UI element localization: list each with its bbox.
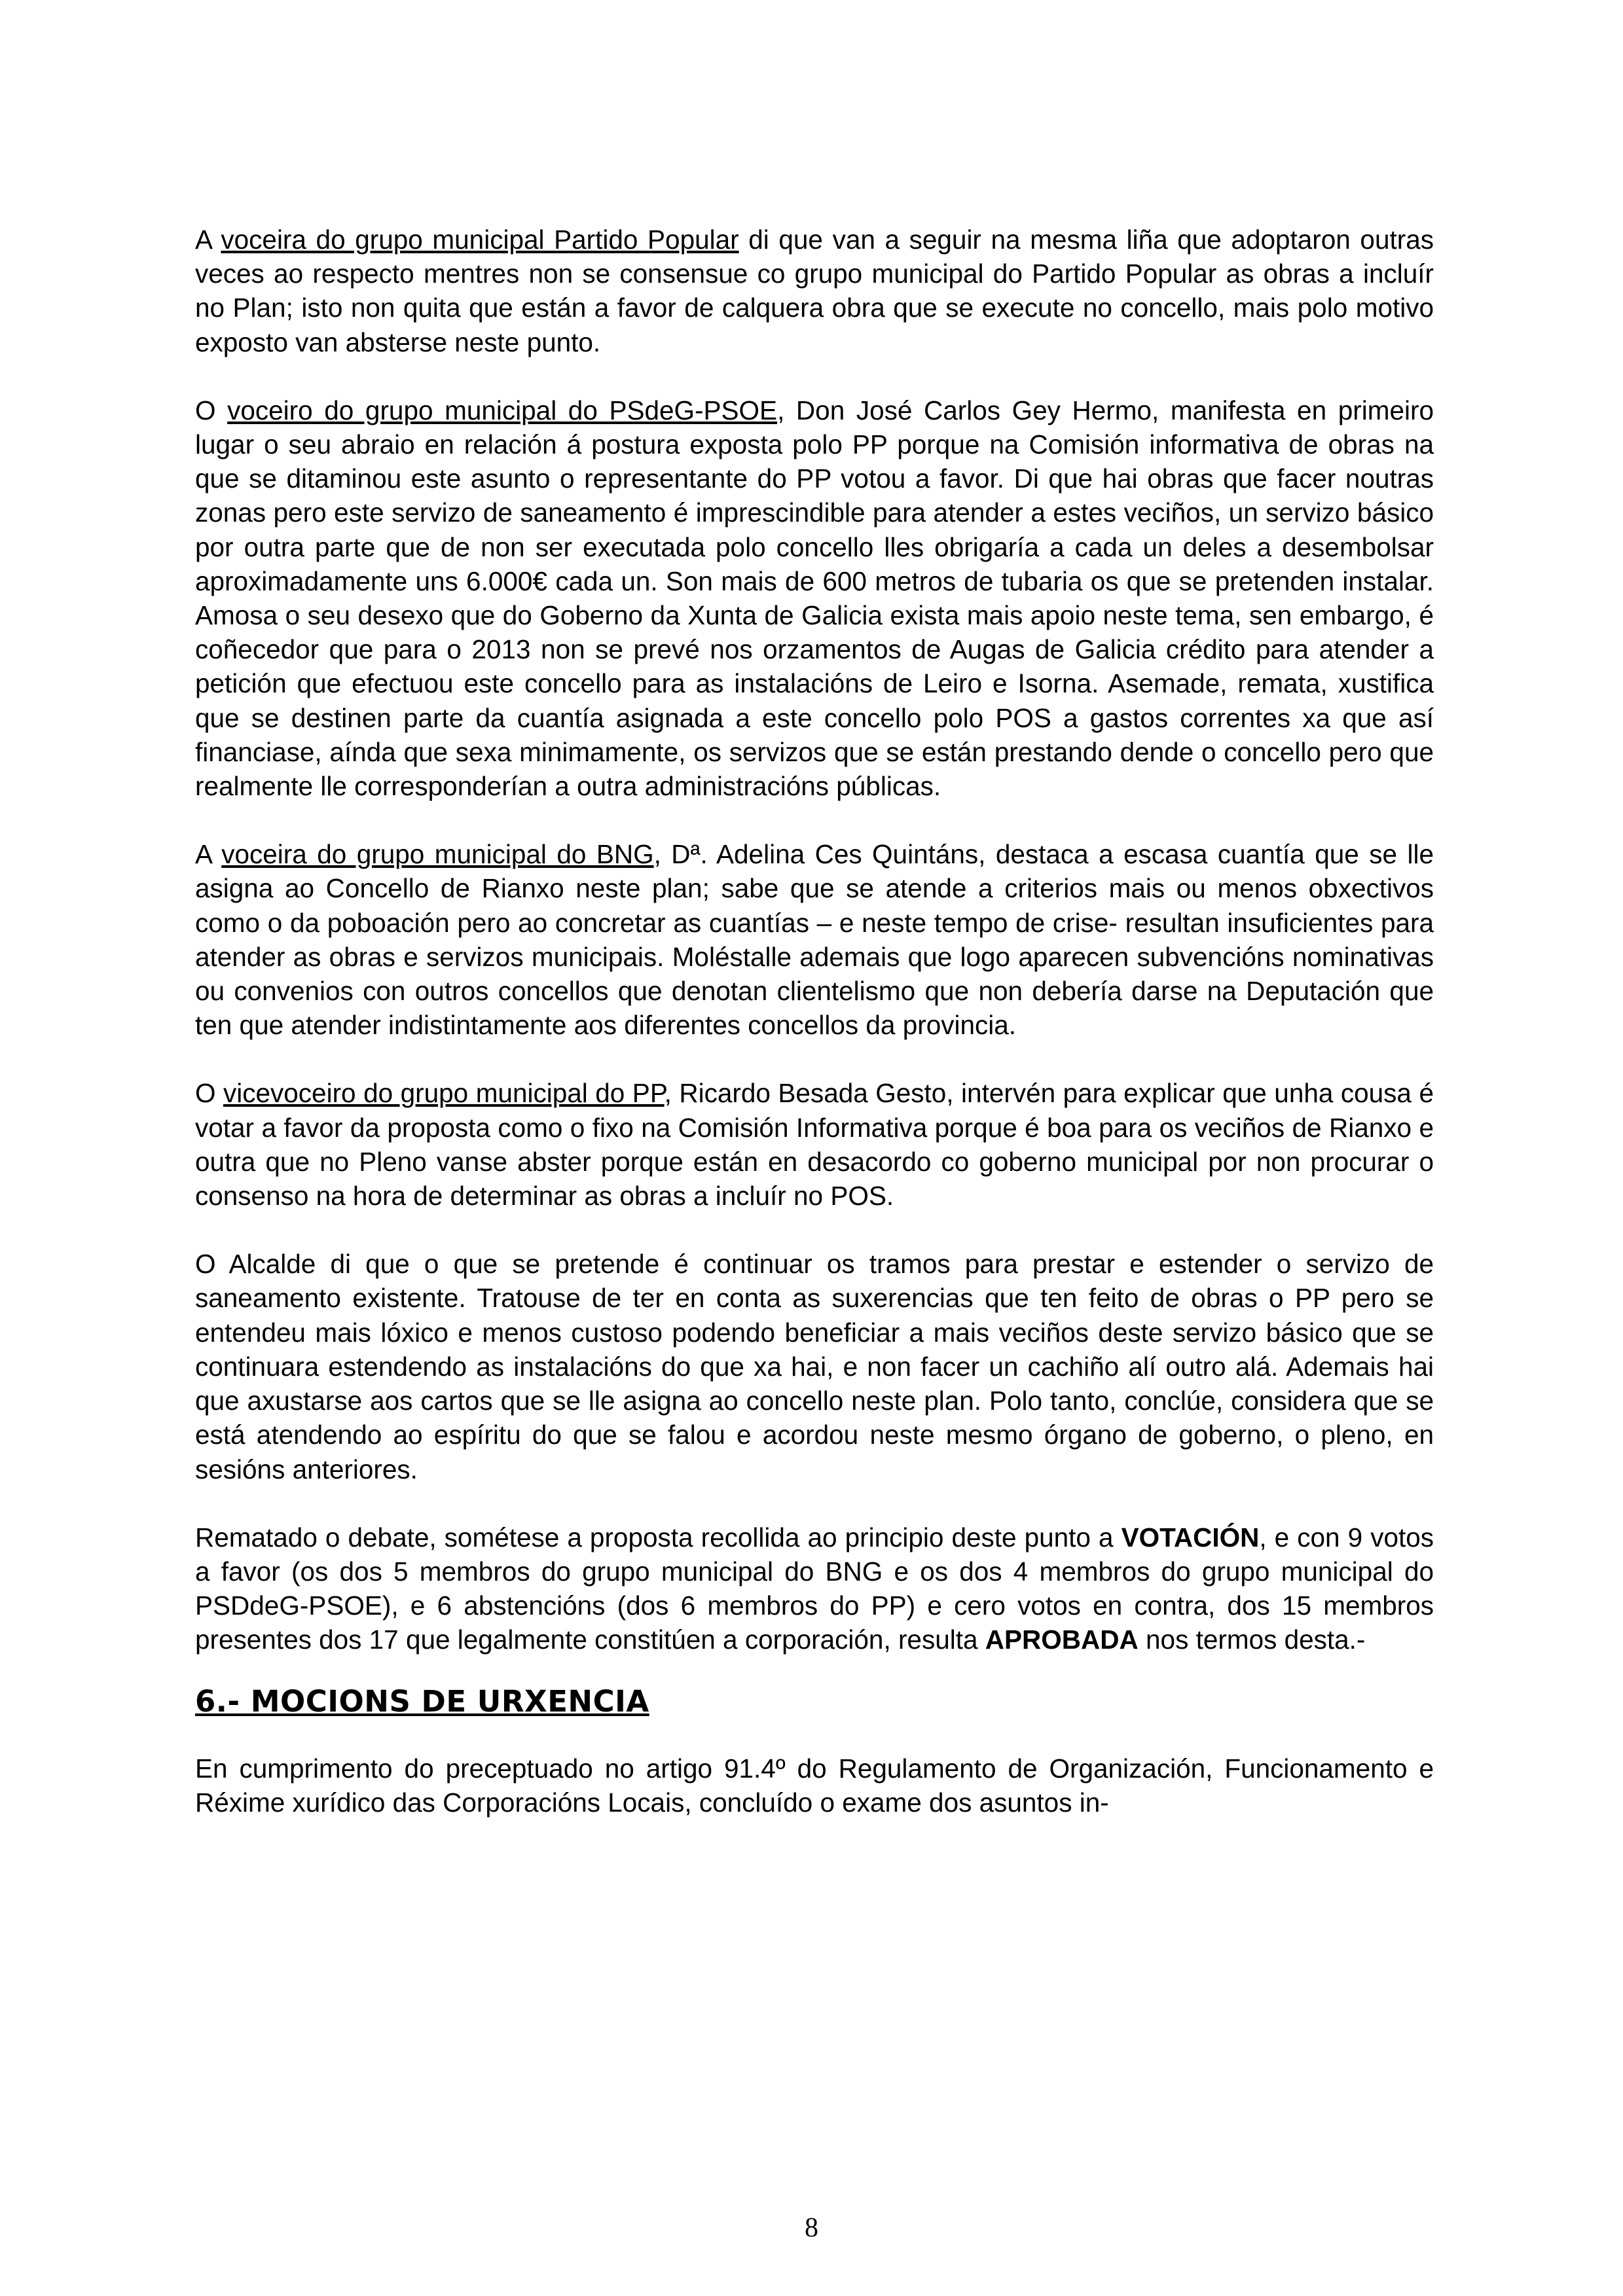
vote-label: VOTACIÓN: [1121, 1522, 1260, 1552]
paragraph-text: En cumprimento do preceptuado no artigo 91.4º do Regulamento de Organización, Funcionamento e Réxime xurídico das Corporacións Locais, concluído o exame dos asuntos in-: [195, 1753, 1434, 1818]
speaker-role: voceiro do grupo municipal do PSdeG-PSOE: [227, 395, 778, 425]
paragraph-lead: O: [195, 395, 228, 425]
paragraph-urgent-motions: [195, 1751, 1434, 1820]
paragraph-text: , Don José Carlos Gey Hermo, manifesta en primeiro lugar o seu abraio en relación á postura exposta polo PP porque na Comisión informativa de obras na que se ditaminou este asunto o representante do PP votou a favor. Di que hai obras que facer noutras zonas pero este servizo de saneamento é imprescindible para atender a estes veciños, un servizo básico por outra parte que de non ser executada polo concello lles obrigaría a cada un deles a desembolsar aproximadamente uns 6.000€ cada un. Son mais de 600 metros de tubaria os que se pretenden instalar. Amosa o seu desexo que do Goberno da Xunta de Galicia exista mais apoio neste tema, sen embargo, é coñecedor que para o 2013 non se prevé nos orzamentos de Augas de Galicia crédito para atender a petición que efectuou este concello para as instalacións de Leiro e Isorna. Asemade, remata, xustifica que se destinen parte da cuantía asignada a este concello polo POS a gastos correntes xa que así financiase, aínda que sexa minimamente, os servizos que se están prestando dende o concello pero que realmente lle corresponderían a outra administracións públicas.: [195, 395, 1434, 802]
paragraph-bng-spokeswoman: [195, 837, 1434, 1042]
section-heading: 6.- MOCIONS DE URXENCIA: [195, 1683, 649, 1719]
paragraph-text: O Alcalde di que o que se pretende é continuar os tramos para prestar e estender o servizo de saneamento existente. Tratouse de ter en conta as suxerencias que ten feito de obras o PP pero se entendeu mais lóxico e menos custoso podendo beneficiar a mais veciños deste servizo básico que se continuara estendendo as instalacións do que xa hai, e non facer un cachiño alí outro alá. Ademais hai que axustarse aos cartos que se lle asigna ao concello neste plan. Polo tanto, conclúe, considera que se está atendendo ao espíritu do que se falou e acordou neste mesmo órgano de goberno, o pleno, en sesións anteriores.: [195, 1249, 1434, 1484]
paragraph-text: di que van a seguir na mesma liña que adoptaron outras veces ao respecto mentres non se consensue co grupo municipal do Partido Popular as obras a incluír no Plan; isto non quita que están a favor de calquera obra que se execute no concello, mais polo motivo exposto van absterse neste punto.: [195, 224, 1434, 357]
paragraph-psoe-spokesman: [195, 393, 1434, 803]
paragraph-text: nos termos desta.-: [1138, 1624, 1366, 1655]
speaker-role: voceira do grupo municipal do BNG: [221, 839, 654, 870]
paragraph-text: , Ricardo Besada Gesto, intervén para explicar que unha cousa é votar a favor da proposta como o fixo na Comisión Informativa porque é boa para os veciños de Rianxo e outra que no Pleno vanse abster porque están en desacordo co goberno municipal por non procurar o consenso na hora de determinar as obras a incluír no POS.: [195, 1078, 1434, 1211]
document-body: [195, 223, 1434, 1854]
paragraph-lead: A: [195, 839, 222, 870]
paragraph-text: Rematado o debate, sométese a proposta recollida ao principio deste punto a: [195, 1522, 1122, 1552]
speaker-role: voceira do grupo municipal Partido Popular: [221, 224, 739, 255]
paragraph-lead: A: [195, 224, 221, 255]
speaker-role: vicevoceiro do grupo municipal do PP: [223, 1078, 665, 1109]
paragraph-lead: O: [195, 1078, 223, 1109]
paragraph-pp-spokeswoman: [195, 223, 1434, 359]
paragraph-vote-result: [195, 1520, 1434, 1657]
paragraph-pp-vice-spokesman: [195, 1076, 1434, 1213]
paragraph-text: , e con 9 votos a favor (os dos 5 membros do grupo municipal do BNG e os dos 4 membros do grupo municipal do PSDdeG-PSOE), e 6 abstencións (dos 6 membros do PP) e cero votos en contra, dos 15 membros presentes dos 17 que legalmente constitúen a corporación, resulta: [195, 1522, 1434, 1655]
paragraph-mayor: [195, 1247, 1434, 1486]
page-number: 8: [805, 2213, 818, 2243]
paragraph-text: , Dª. Adelina Ces Quintáns, destaca a escasa cuantía que se lle asigna ao Concello de Rianxo neste plan; sabe que se atende a criterios mais ou menos obxectivos como o da poboación pero ao concretar as cuantías – e neste tempo de crise- resultan insuficientes para atender as obras e servizos municipais. Moléstalle ademais que logo aparecen subvencións nominativas ou convenios con outros concellos que denotan clientelismo que non debería darse na Deputación que ten que atender indistintamente aos diferentes concellos da provincia.: [195, 839, 1434, 1041]
vote-outcome: APROBADA: [985, 1624, 1139, 1655]
